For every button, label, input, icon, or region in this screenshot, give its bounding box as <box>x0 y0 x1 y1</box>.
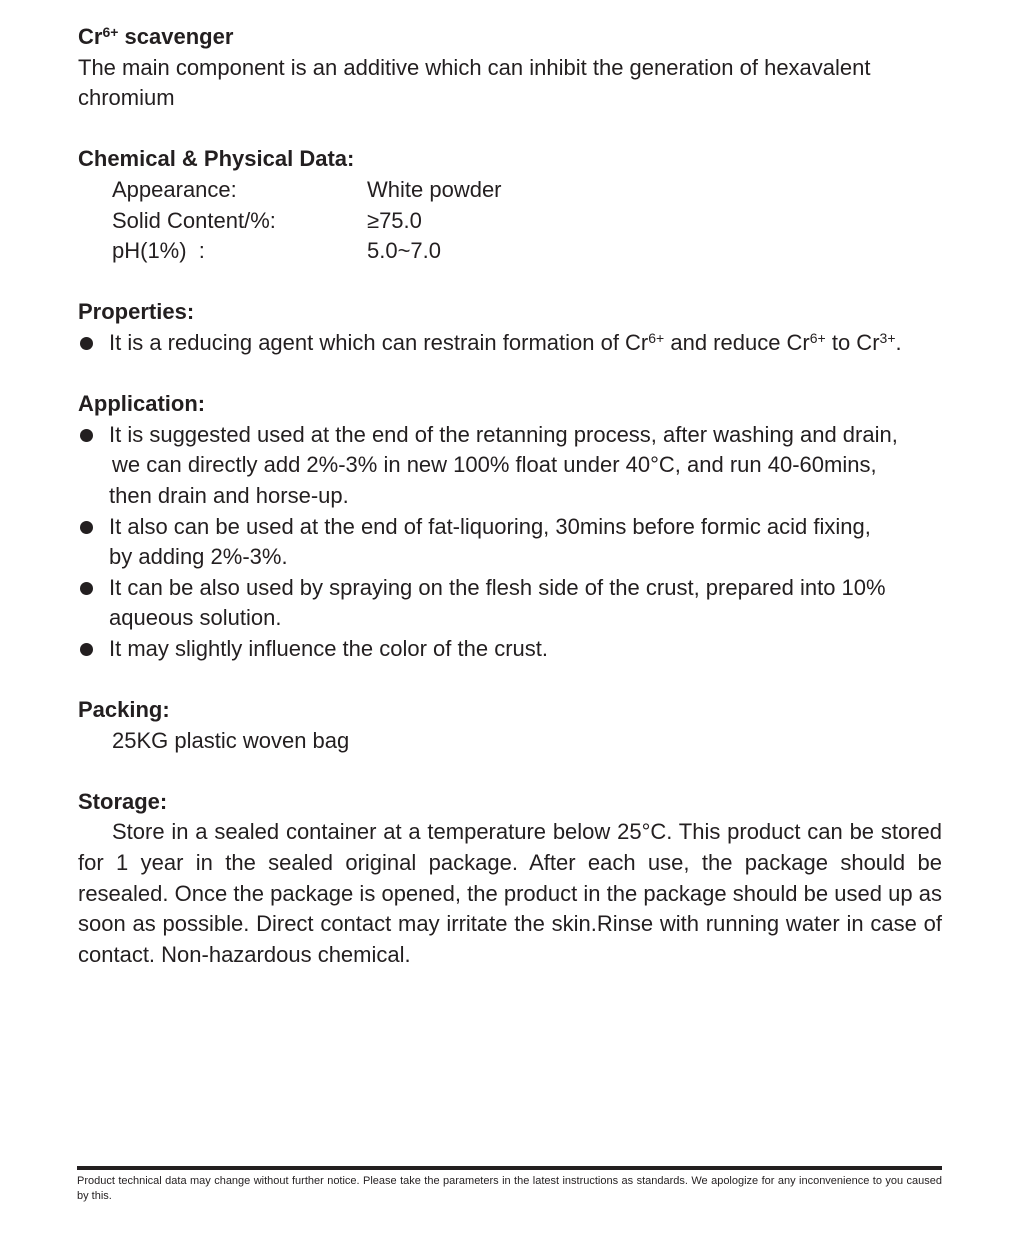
properties-text <box>109 328 942 359</box>
chemical-value: 5.0~7.0 <box>367 238 442 264</box>
bullet-icon <box>80 521 93 534</box>
superscript: 6+ <box>648 329 665 346</box>
title-suffix: scavenger <box>118 24 234 49</box>
application-line: It also can be used at the end of fat-liquoring, 30mins before formic acid fixing, <box>109 513 871 539</box>
title-superscript: 6+ <box>102 24 119 40</box>
text-part: and reduce Cr <box>664 329 810 355</box>
storage-heading: Storage: <box>78 788 168 814</box>
application-item <box>78 573 942 634</box>
text-part: . <box>895 329 902 355</box>
application-line: then drain and horse-up. <box>109 482 349 508</box>
spacer <box>78 114 942 145</box>
application-item <box>78 512 942 573</box>
application-line: by adding 2%-3%. <box>109 544 288 570</box>
superscript: 3+ <box>879 329 896 346</box>
application-heading: Application: <box>78 391 206 417</box>
spacer <box>78 756 942 787</box>
application-item <box>78 634 942 665</box>
chemical-value: White powder <box>367 176 502 202</box>
storage-text: Store in a sealed container at a temperature below 25°C. This product can be stored for 1 year in the sealed original package. After each use, the package should be resealed. Once the package is opened, the product in the package should be used up as soon as possible. Direct contact may irritate the skin.Rinse with running water in case of contact. Non-hazardous chemical. <box>78 819 942 967</box>
bullet-icon <box>80 582 93 595</box>
footer-divider <box>77 1166 942 1170</box>
product-description-line2: chromium <box>78 85 175 111</box>
properties-item <box>78 328 942 359</box>
application-line: It may slightly influence the color of the crust. <box>109 635 548 661</box>
chemical-row-ph <box>78 236 942 267</box>
packing-text: 25KG plastic woven bag <box>112 727 350 753</box>
packing-heading: Packing: <box>78 697 170 723</box>
application-line: It can be also used by spraying on the flesh side of the crust, prepared into 10% <box>109 574 886 600</box>
spacer <box>78 267 942 298</box>
bullet-icon <box>80 643 93 656</box>
chemical-row-appearance <box>78 175 942 206</box>
spacer <box>78 359 942 390</box>
bullet-icon <box>80 429 93 442</box>
chemical-label: Solid Content/%: <box>112 207 276 233</box>
chemical-value: ≥75.0 <box>367 207 422 233</box>
text-part: to Cr <box>825 329 880 355</box>
chemical-row-solid-content <box>78 206 942 237</box>
text-part: It is a reducing agent which can restrain formation of Cr <box>109 329 649 355</box>
title-prefix: Cr <box>78 24 103 49</box>
application-line: It is suggested used at the end of the retanning process, after washing and drain, <box>109 421 898 447</box>
chemical-label: pH(1%) : <box>112 238 205 264</box>
product-description-line1: The main component is an additive which can inhibit the generation of hexavalent <box>78 54 871 80</box>
product-title <box>78 22 942 53</box>
chemical-heading: Chemical & Physical Data: <box>78 146 355 172</box>
properties-heading: Properties: <box>78 299 195 325</box>
application-item <box>78 420 942 512</box>
bullet-icon <box>80 337 93 350</box>
superscript: 6+ <box>809 329 826 346</box>
application-line: aqueous solution. <box>109 605 282 631</box>
document-body <box>78 22 942 970</box>
application-line: we can directly add 2%-3% in new 100% float under 40°C, and run 40-60mins, <box>112 452 877 478</box>
chemical-label: Appearance: <box>112 176 237 202</box>
spacer <box>78 664 942 695</box>
footer-disclaimer: Product technical data may change without further notice. Please take the parameters in the latest instructions as standards. We apologize for any inconvenience to you caused by this. <box>77 1175 942 1202</box>
